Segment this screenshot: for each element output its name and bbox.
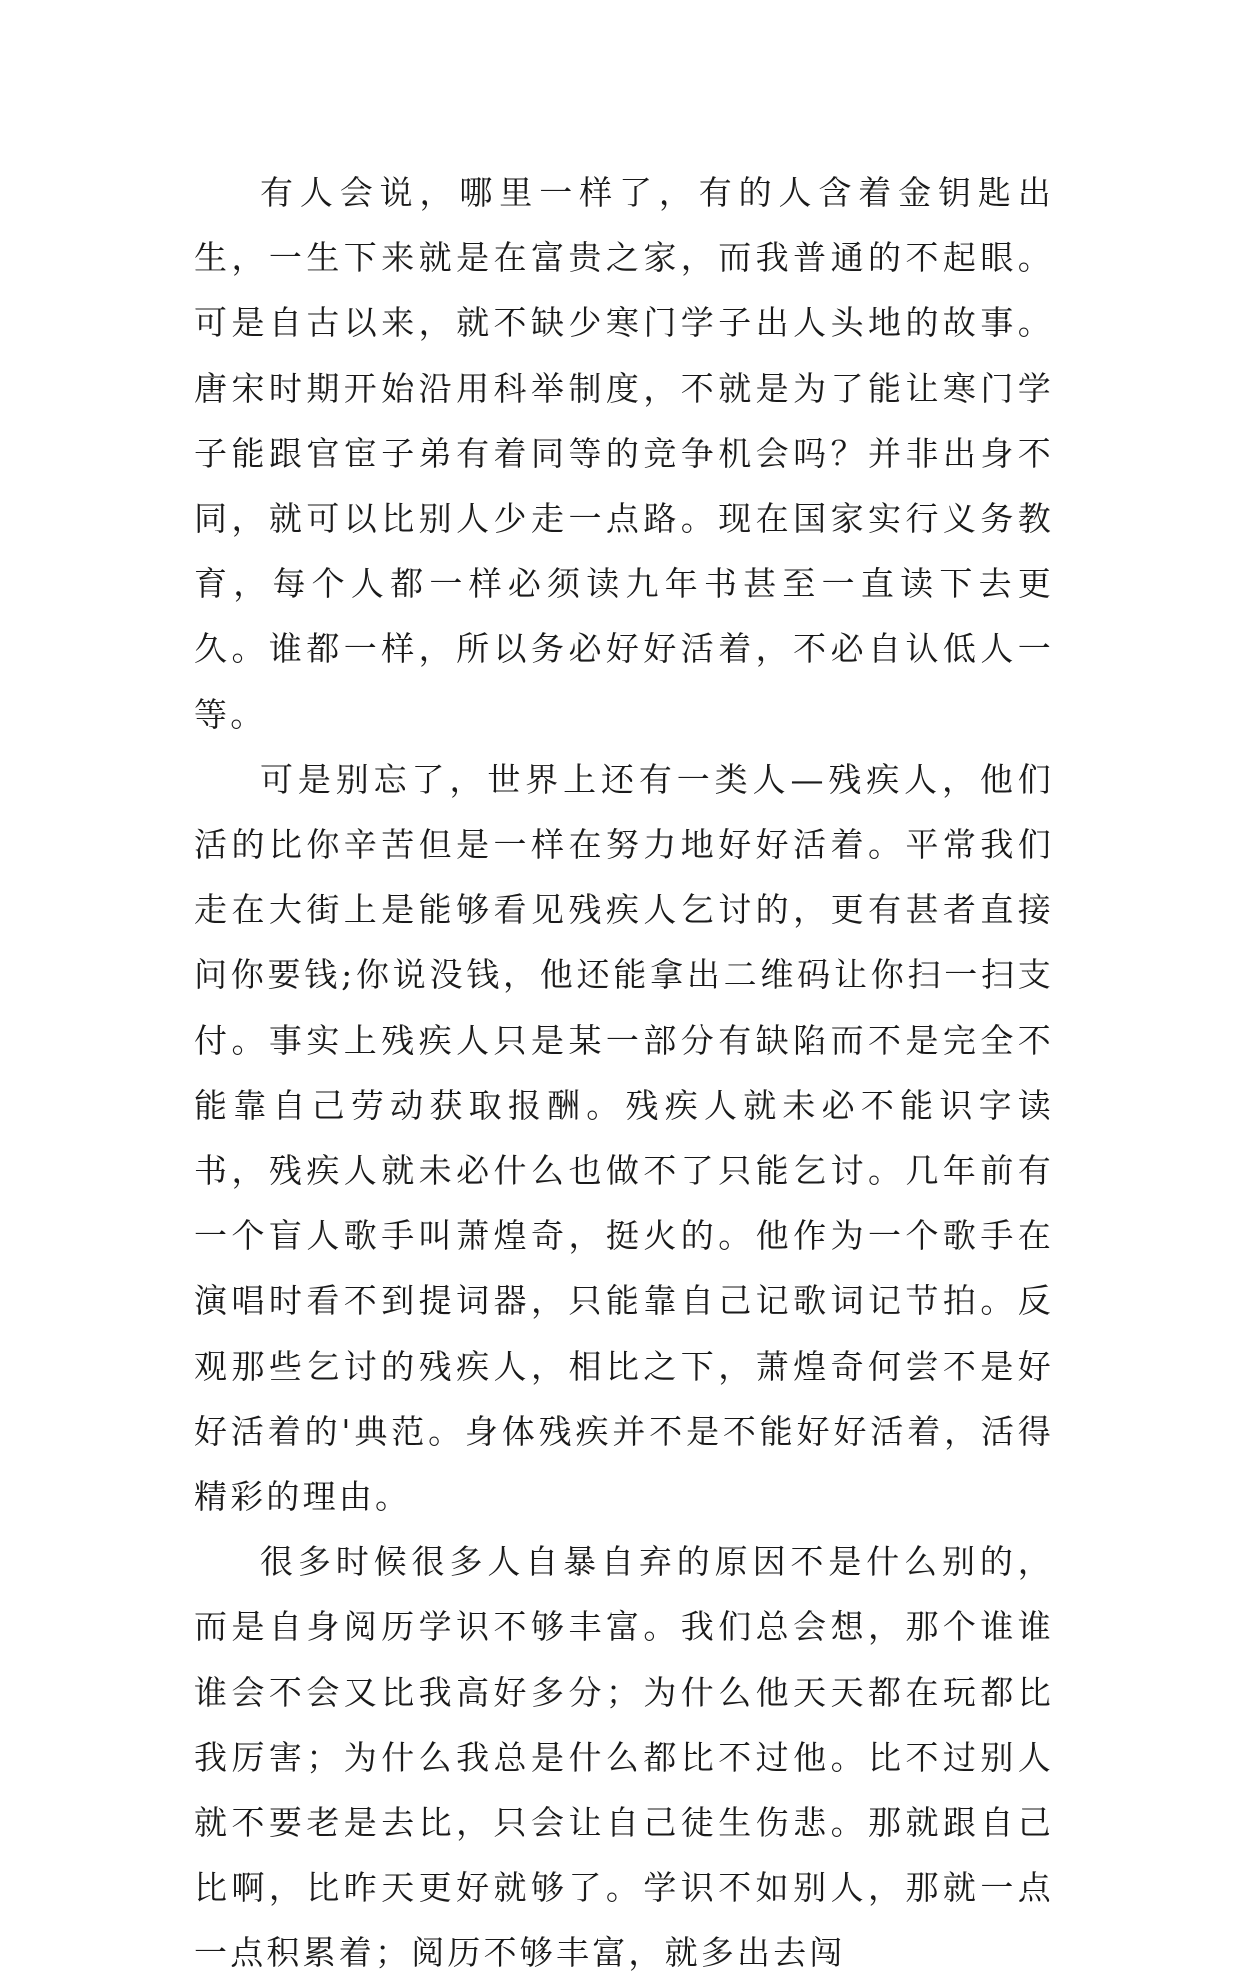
document-body (194, 160, 1054, 1986)
paragraph-2: 可是别忘了，世界上还有一类人—残疾人，他们活的比你辛苦但是一样在努力地好好活着。平常我们走在大街上是能够看见残疾人乞讨的，更有甚者直接问你要钱;你说没钱，他还能拿出二维码让你扫一扫支付。事实上残疾人只是某一部分有缺陷而不是完全不能靠自己劳动获取报酬。残疾人就未必不能识字读书，残疾人就未必什么也做不了只能乞讨。几年前有一个盲人歌手叫萧煌奇，挺火的。他作为一个歌手在演唱时看不到提词器，只能靠自己记歌词记节拍。反观那些乞讨的残疾人，相比之下，萧煌奇何尝不是好好活着的'典范。身体残疾并不是不能好好活着，活得精彩的理由。 (194, 759, 1054, 1517)
paragraph-1: 有人会说，哪里一样了，有的人含着金钥匙出生，一生下来就是在富贵之家，而我普通的不起眼。可是自古以来，就不缺少寒门学子出人头地的故事。唐宋时期开始沿用科举制度，不就是为了能让寒门学子能跟官宦子弟有着同等的竞争机会吗？并非出身不同，就可以比别人少走一点路。现在国家实行义务教育，每个人都一样必须读九年书甚至一直读下去更久。谁都一样，所以务必好好活着，不必自认低人一等。 (194, 173, 1054, 734)
paragraph-3: 很多时候很多人自暴自弃的原因不是什么别的，而是自身阅历学识不够丰富。我们总会想，那个谁谁谁会不会又比我高好多分；为什么他天天都在玩都比我厉害；为什么我总是什么都比不过他。比不过别人就不要老是去比，只会让自己徒生伤悲。那就跟自己比啊，比昨天更好就够了。学识不如别人，那就一点一点积累着；阅历不够丰富，就多出去闯 (194, 1542, 1054, 1973)
